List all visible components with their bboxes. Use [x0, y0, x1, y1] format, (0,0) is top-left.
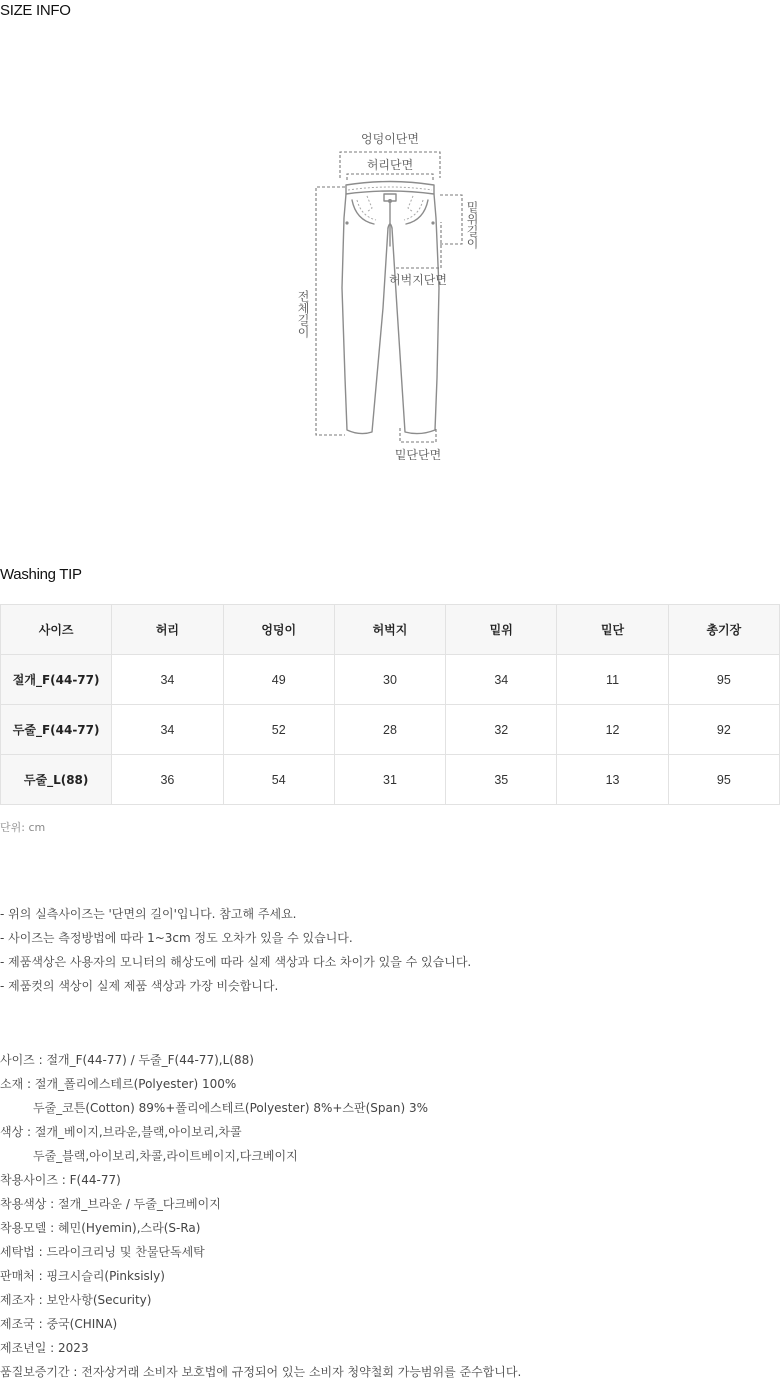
- label-length: 전체길이: [296, 290, 310, 338]
- spec-model: 착용모델 : 혜민(Hyemin),스라(S-Ra): [0, 1221, 201, 1235]
- table-cell: 36: [112, 755, 223, 805]
- spec-manufacturer: 제조자 : 보안사항(Security): [0, 1293, 152, 1307]
- table-cell: 34: [446, 655, 557, 705]
- spec-washing: 세탁법 : 드라이크리닝 및 찬물단독세탁: [0, 1245, 205, 1259]
- label-hip: 엉덩이단면: [361, 132, 419, 146]
- table-cell: 34: [112, 655, 223, 705]
- spec-material-cont: 두줄_코튼(Cotton) 89%+폴리에스테르(Polyester) 8%+스판(Span) 3%: [33, 1101, 429, 1115]
- table-cell: 32: [446, 705, 557, 755]
- row-size-label: 두줄_L(88): [1, 755, 112, 805]
- header-thigh: 허벅지: [334, 605, 445, 655]
- table-header-row: [1, 605, 780, 655]
- label-waist: 허리단면: [366, 158, 414, 172]
- size-info-title: SIZE INFO: [0, 2, 71, 19]
- spec-seller: 판매처 : 핑크시슬리(Pinksisly): [0, 1269, 165, 1283]
- table-cell: 12: [557, 705, 668, 755]
- spec-country: 제조국 : 중국(CHINA): [0, 1317, 118, 1331]
- unit-note: 단위: cm: [0, 821, 46, 834]
- table-cell: 54: [223, 755, 334, 805]
- spec-worn-size: 착용사이즈 : F(44-77): [0, 1173, 121, 1187]
- pants-size-diagram: [290, 128, 490, 468]
- table-row: [1, 755, 780, 805]
- table-cell: 49: [223, 655, 334, 705]
- washing-tip-title: Washing TIP: [0, 566, 82, 583]
- table-cell: 95: [668, 655, 779, 705]
- label-rise: 밑위길이: [465, 201, 479, 249]
- table-cell: 30: [334, 655, 445, 705]
- table-cell: 28: [334, 705, 445, 755]
- table-cell: 35: [446, 755, 557, 805]
- spec-color: 색상 : 절개_베이지,브라운,블랙,아이보리,차콜: [0, 1125, 242, 1139]
- row-size-label: 절개_F(44-77): [1, 655, 112, 705]
- note-line: - 제품컷의 색상이 실제 제품 색상과 가장 비슷합니다.: [0, 979, 279, 993]
- row-size-label: 두줄_F(44-77): [1, 705, 112, 755]
- table-row: [1, 655, 780, 705]
- table-row: [1, 705, 780, 755]
- spec-color-cont: 두줄_블랙,아이보리,차콜,라이트베이지,다크베이지: [33, 1149, 298, 1163]
- spec-size: 사이즈 : 절개_F(44-77) / 두줄_F(44-77),L(88): [0, 1053, 254, 1067]
- pants-illustration: [342, 182, 439, 434]
- spec-year: 제조년일 : 2023: [0, 1341, 89, 1355]
- measurement-notes: [0, 904, 471, 1000]
- note-line: - 제품색상은 사용자의 모니터의 해상도에 따라 실제 색상과 다소 차이가 있을 수 있습니다.: [0, 955, 472, 969]
- label-thigh: 허벅지단면: [389, 273, 447, 287]
- header-hip: 엉덩이: [223, 605, 334, 655]
- spec-worn-color: 착용색상 : 절개_브라운 / 두줄_다크베이지: [0, 1197, 221, 1211]
- header-rise: 밑위: [446, 605, 557, 655]
- table-cell: 52: [223, 705, 334, 755]
- table-cell: 31: [334, 755, 445, 805]
- table-cell: 92: [668, 705, 779, 755]
- table-cell: 13: [557, 755, 668, 805]
- product-specs: [0, 1050, 521, 1386]
- header-hem: 밑단: [557, 605, 668, 655]
- header-size: 사이즈: [1, 605, 112, 655]
- header-waist: 허리: [112, 605, 223, 655]
- note-line: - 사이즈는 측정방법에 따라 1~3cm 정도 오차가 있을 수 있습니다.: [0, 931, 353, 945]
- label-hem: 밑단단면: [394, 448, 442, 462]
- table-cell: 34: [112, 705, 223, 755]
- spec-material: 소재 : 절개_폴리에스테르(Polyester) 100%: [0, 1077, 237, 1091]
- spec-warranty: 품질보증기간 : 전자상거래 소비자 보호법에 규정되어 있는 소비자 청약철회 가능범위를 준수합니다.: [0, 1365, 522, 1379]
- size-table: [0, 604, 780, 805]
- header-total-length: 총기장: [668, 605, 779, 655]
- note-line: - 위의 실측사이즈는 '단면의 길이'입니다. 참고해 주세요.: [0, 907, 297, 921]
- table-cell: 11: [557, 655, 668, 705]
- table-cell: 95: [668, 755, 779, 805]
